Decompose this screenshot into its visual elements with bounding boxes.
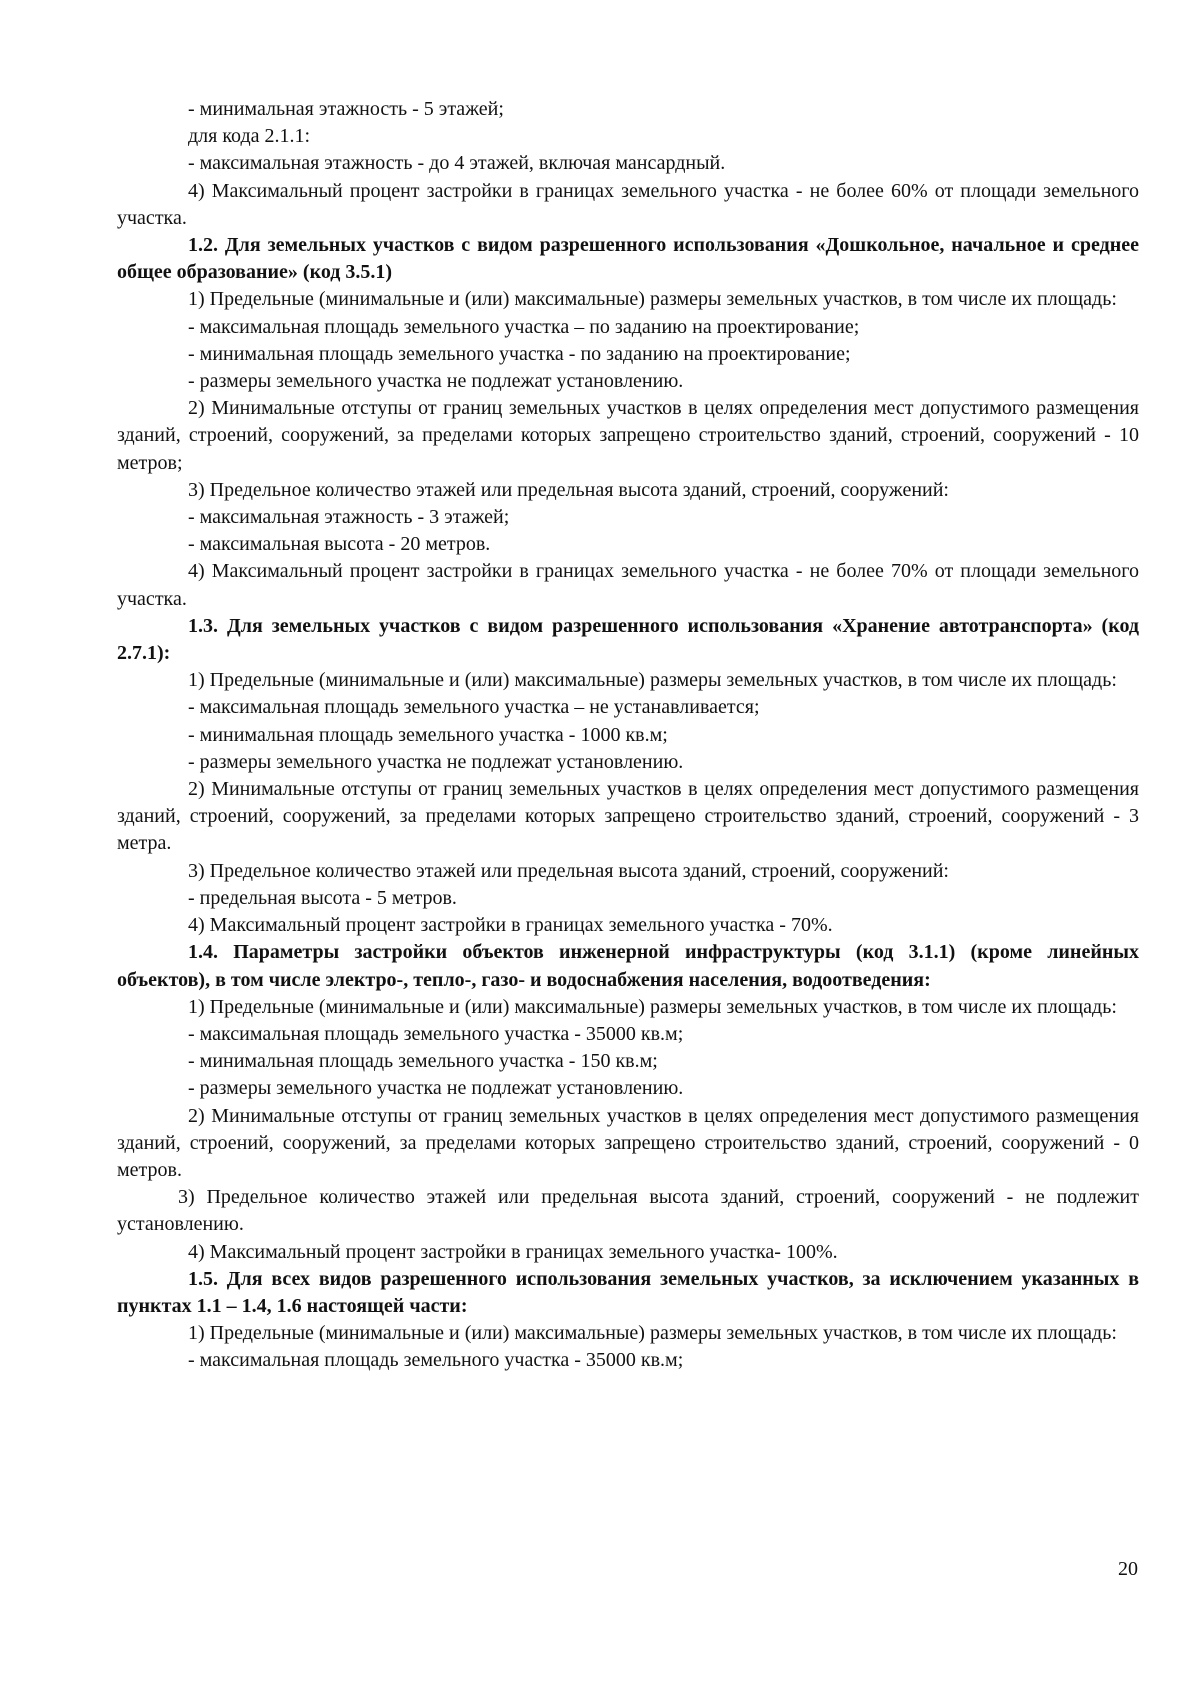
paragraph: 1) Предельные (минимальные и (или) максимальные) размеры земельных участков, в том числе их площадь: xyxy=(188,995,1117,1018)
paragraph: - минимальная этажность - 5 этажей; xyxy=(188,98,504,120)
paragraph: - максимальная площадь земельного участка - 35000 кв.м; xyxy=(188,1349,684,1372)
section-heading: 1.2. Для земельных участков с видом разрешенного использования «Дошкольное, начальное и среднее общее образование» (код 3.5.1) xyxy=(117,234,1139,284)
paragraph: 1) Предельные (минимальные и (или) максимальные) размеры земельных участков, в том числе их площадь: xyxy=(188,1322,1117,1345)
paragraph: 2) Минимальные отступы от границ земельных участков в целях определения мест допустимого размещения зданий, строений, сооружений, за пределами которых запрещено строительство зданий, строений, сооружений - 10 метров; xyxy=(117,397,1139,474)
paragraph: - максимальная этажность - 3 этажей; xyxy=(188,506,510,529)
paragraph: - минимальная площадь земельного участка - 1000 кв.м; xyxy=(188,723,668,746)
paragraph: - максимальная площадь земельного участка - 35000 кв.м; xyxy=(188,1022,684,1045)
paragraph: - минимальная площадь земельного участка - по заданию на проектирование; xyxy=(188,342,851,365)
page-number: 20 xyxy=(1118,1558,1138,1580)
paragraph: 1) Предельные (минимальные и (или) максимальные) размеры земельных участков, в том числе их площадь: xyxy=(188,288,1117,311)
paragraph: 2) Минимальные отступы от границ земельных участков в целях определения мест допустимого размещения зданий, строений, сооружений, за пределами которых запрещено строительство зданий, строений, сооружений - 3 метра. xyxy=(117,778,1139,855)
paragraph: 2) Минимальные отступы от границ земельных участков в целях определения мест допустимого размещения зданий, строений, сооружений, за пределами которых запрещено строительство зданий, строений, сооружений - 0 метров. xyxy=(117,1104,1139,1181)
paragraph: - размеры земельного участка не подлежат установлению. xyxy=(188,1077,684,1100)
paragraph: - максимальная высота - 20 метров. xyxy=(188,533,491,556)
section-heading: 1.3. Для земельных участков с видом разрешенного использования «Хранение автотранспорта» (код 2.7.1): xyxy=(117,614,1139,665)
paragraph: 4) Максимальный процент застройки в границах земельного участка- 100%. xyxy=(188,1240,838,1263)
paragraph: для кода 2.1.1: xyxy=(188,125,311,148)
paragraph: 3) Предельное количество этажей или предельная высота зданий, строений, сооружений - не подлежит установлению. xyxy=(117,1186,1139,1236)
section-heading: 1.5. Для всех видов разрешенного использования земельных участков, за исключением указанных в пунктах 1.1 – 1.4, 1.6 настоящей части: xyxy=(117,1267,1139,1317)
paragraph: - максимальная площадь земельного участка – не устанавливается; xyxy=(188,696,760,719)
paragraph: 3) Предельное количество этажей или предельная высота зданий, строений, сооружений: xyxy=(188,859,949,882)
paragraph: 4) Максимальный процент застройки в границах земельного участка - 70%. xyxy=(188,914,833,937)
paragraph: 4) Максимальный процент застройки в границах земельного участка - не более 70% от площади земельного участка. xyxy=(117,560,1139,610)
paragraph: - предельная высота - 5 метров. xyxy=(188,886,457,909)
paragraph: - размеры земельного участка не подлежат установлению. xyxy=(188,370,684,393)
paragraph: - минимальная площадь земельного участка - 150 кв.м; xyxy=(188,1050,658,1073)
document-body xyxy=(117,96,1139,1375)
section-heading: 1.4. Параметры застройки объектов инженерной инфраструктуры (код 3.1.1) (кроме линейных объектов), в том числе электро-, тепло-, газо- и водоснабжения населения, водоотведения: xyxy=(117,941,1139,991)
paragraph: 1) Предельные (минимальные и (или) максимальные) размеры земельных участков, в том числе их площадь: xyxy=(188,669,1117,692)
paragraph: - максимальная площадь земельного участка – по заданию на проектирование; xyxy=(188,315,860,338)
paragraph: 4) Максимальный процент застройки в границах земельного участка - не более 60% от площади земельного участка. xyxy=(117,179,1139,229)
paragraph: - максимальная этажность - до 4 этажей, включая мансардный. xyxy=(188,152,726,175)
paragraph: 3) Предельное количество этажей или предельная высота зданий, строений, сооружений: xyxy=(188,478,949,501)
paragraph: - размеры земельного участка не подлежат установлению. xyxy=(188,750,684,773)
